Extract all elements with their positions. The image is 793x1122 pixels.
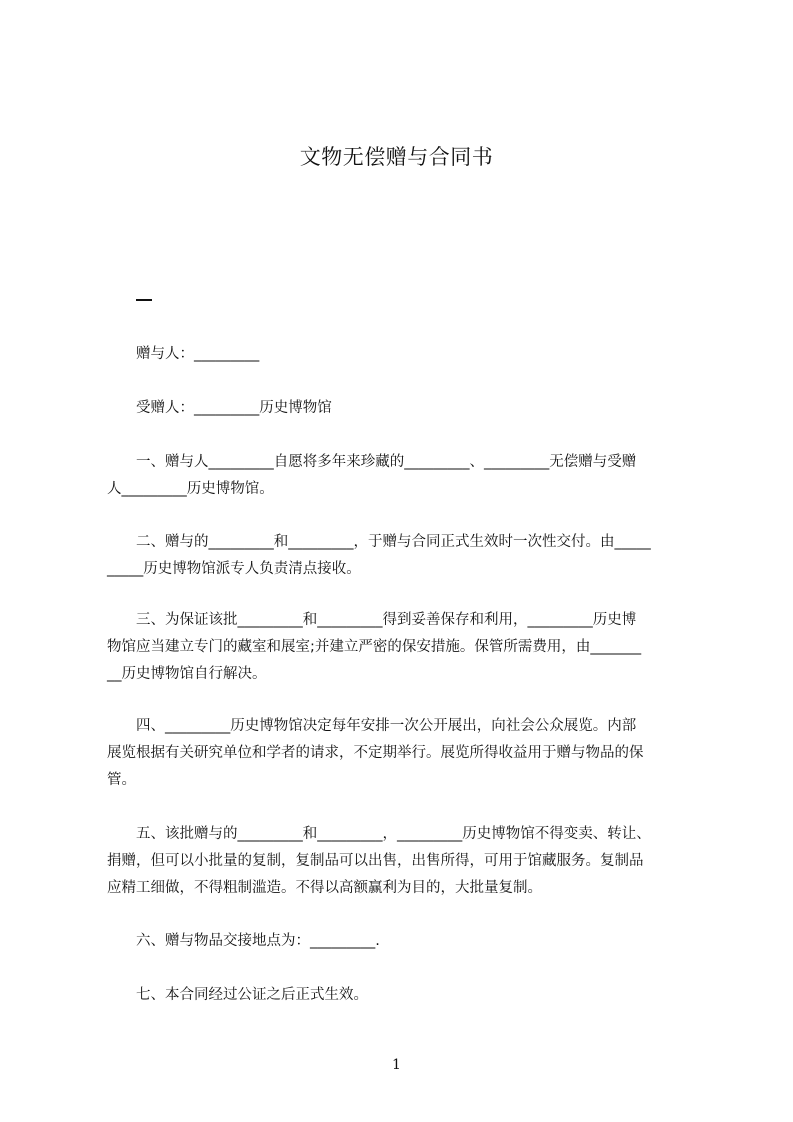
clause-1-line-1: 一、赠与人_________自愿将多年来珍藏的_________、_________无偿赠与受赠 [136,454,637,470]
clause-3-line-2: 物馆应当建立专门的藏室和展室;并建立严密的保安措施。保管所需费用，由_______ [107,639,642,655]
clause-3-line-1: 三、为保证该批_________和_________得到妥善保存和利用，_________历史博 [136,612,637,628]
page-number: 1 [392,1057,401,1073]
clause-4-line-3: 管。 [107,772,136,788]
clause-2-line-2: _____历史博物馆派专人负责清点接收。 [107,561,361,577]
clause-2-line-1: 二、赠与的_________和_________，于赠与合同正式生效时一次性交付。由_____ [136,534,651,550]
clause-4-line-1: 四、_________历史博物馆决定每年安排一次公开展出，向社会公众展览。内部 [136,718,637,734]
clause-5-line-2: 捐赠，但可以小批量的复制，复制品可以出售，出售所得，可用于馆藏服务。复制品 [107,853,644,869]
donor-line: 赠与人：_________ [136,346,260,362]
clause-4-line-2: 展览根据有关研究单位和学者的请求，不定期举行。展览所得收益用于赠与物品的保 [107,745,644,761]
clause-7: 七、本合同经过公证之后正式生效。 [136,987,368,1003]
section-marker-dash [136,299,152,301]
clause-5-line-3: 应精工细做，不得粗制滥造。不得以高额赢利为目的，大批量复制。 [107,880,542,896]
recipient-line: 受赠人：_________历史博物馆 [136,400,332,416]
clause-6: 六、赠与物品交接地点为：_________. [136,933,380,949]
clause-5-line-1: 五、该批赠与的_________和_________，_________历史博物馆不得变卖、转让、 [136,826,651,842]
clause-1-line-2: 人_________历史博物馆。 [107,481,274,497]
document-title: 文物无偿赠与合同书 [299,145,494,169]
clause-3-line-3: __历史博物馆自行解决。 [107,666,267,682]
